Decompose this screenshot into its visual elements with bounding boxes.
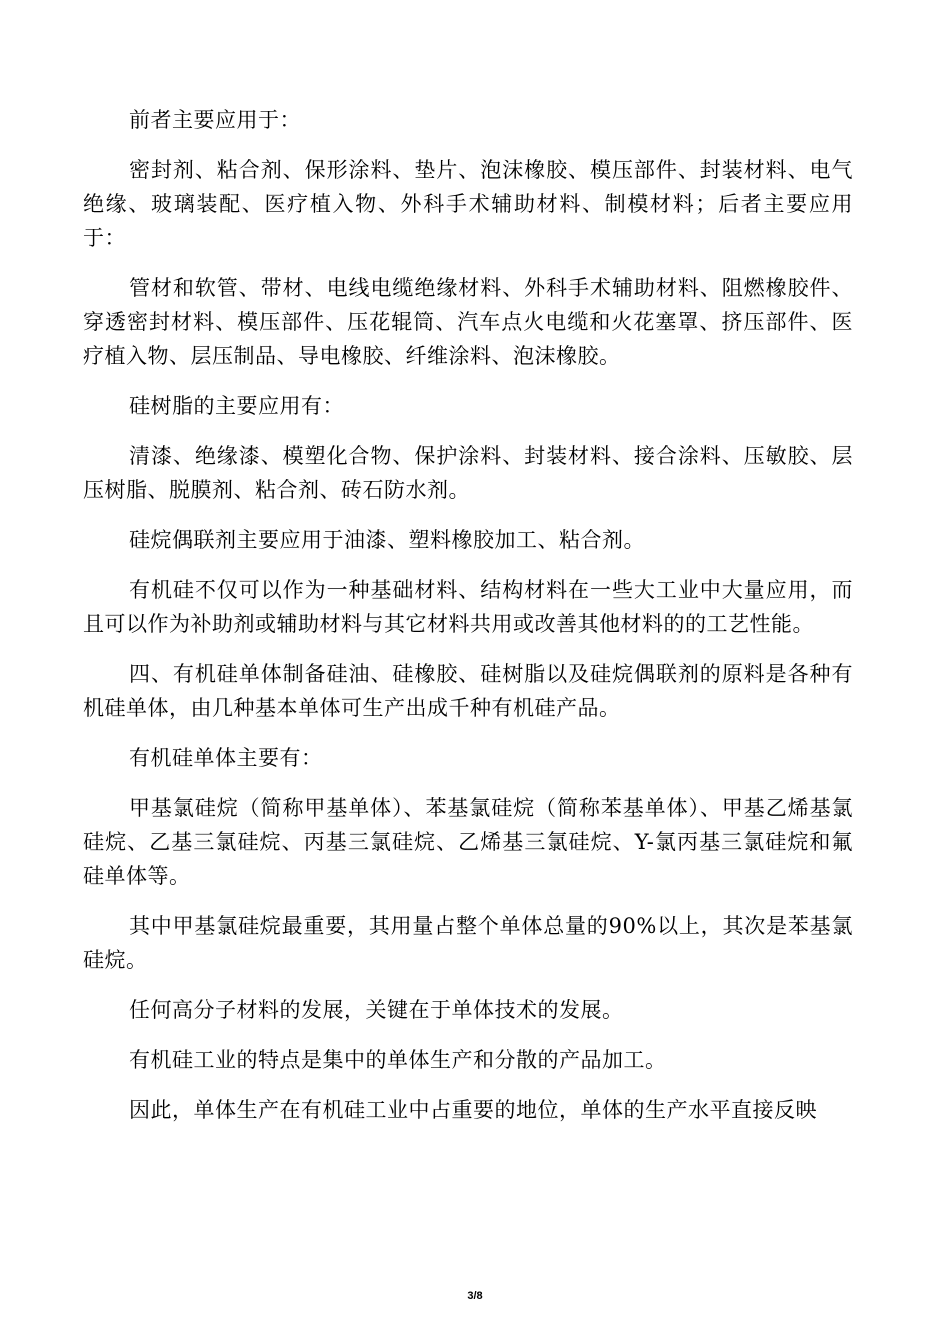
paragraph: 密封剂、粘合剂、保形涂料、垫片、泡沫橡胶、模压部件、封装材料、电气绝缘、玻璃装配、医疗植入物、外科手术辅助材料、制模材料；后者主要应用于： [83, 158, 853, 250]
paragraph: 有机硅不仅可以作为一种基础材料、结构材料在一些大工业中大量应用，而且可以作为补助剂或辅助材料与其它材料共用或改善其他材料的的工艺性能。 [83, 578, 853, 636]
page-number: 3/8 [467, 1290, 483, 1302]
paragraph: 甲基氯硅烷（简称甲基单体）、苯基氯硅烷（简称苯基单体）、甲基乙烯基氯硅烷、乙基三氯硅烷、丙基三氯硅烷、乙烯基三氯硅烷、Y-氯丙基三氯硅烷和氟硅单体等。 [83, 796, 853, 888]
paragraph: 有机硅工业的特点是集中的单体生产和分散的产品加工。 [129, 1048, 667, 1072]
paragraph: 有机硅单体主要有： [129, 746, 323, 770]
paragraph: 硅树脂的主要应用有： [129, 394, 344, 418]
paragraph: 因此，单体生产在有机硅工业中占重要的地位，单体的生产水平直接反映 [129, 1098, 817, 1122]
paragraph: 前者主要应用于： [129, 108, 301, 132]
paragraph: 任何高分子材料的发展，关键在于单体技术的发展。 [129, 998, 624, 1022]
paragraph: 管材和软管、带材、电线电缆绝缘材料、外科手术辅助材料、阻燃橡胶件、穿透密封材料、模压部件、压花辊筒、汽车点火电缆和火花塞罩、挤压部件、医疗植入物、层压制品、导电橡胶、纤维涂料、泡沫橡胶。 [83, 276, 853, 368]
paragraph: 清漆、绝缘漆、模塑化合物、保护涂料、封装材料、接合涂料、压敏胶、层压树脂、脱膜剂、粘合剂、砖石防水剂。 [83, 444, 853, 502]
document-body [83, 103, 853, 1143]
paragraph: 其中甲基氯硅烷最重要，其用量占整个单体总量的90%以上，其次是苯基氯硅烷。 [83, 914, 853, 972]
paragraph: 四、有机硅单体制备硅油、硅橡胶、硅树脂以及硅烷偶联剂的原料是各种有机硅单体，由几种基本单体可生产出成千种有机硅产品。 [83, 662, 853, 720]
paragraph: 硅烷偶联剂主要应用于油漆、塑料橡胶加工、粘合剂。 [129, 528, 645, 552]
